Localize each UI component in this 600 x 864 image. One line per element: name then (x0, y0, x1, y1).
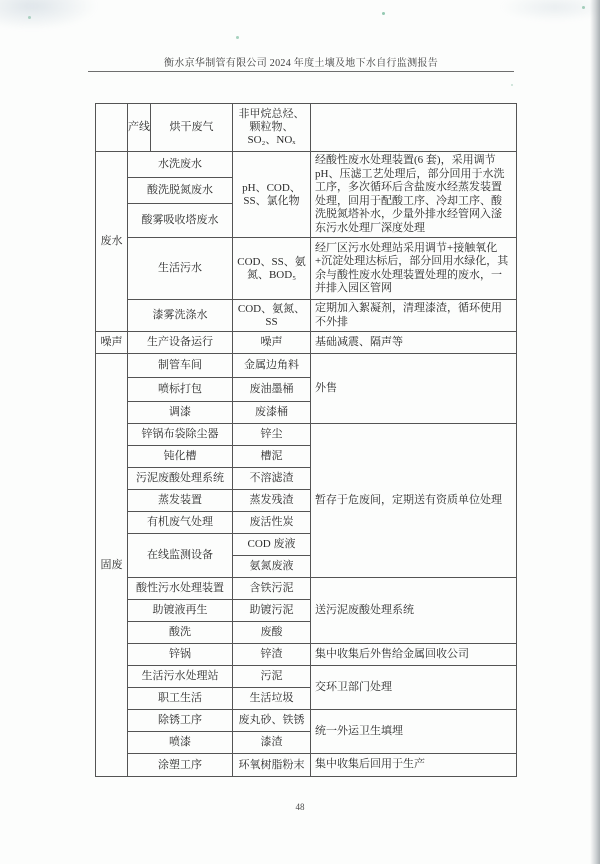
table-row (96, 300, 517, 332)
cell-remark: 定期加入絮凝剂，清理漆渣，循环使用不外排 (311, 300, 517, 332)
cell-source: 调漆 (128, 402, 233, 424)
table-row (96, 104, 517, 152)
cell-remark: 送污泥废酸处理系统 (311, 578, 517, 644)
cell-pollutant: 污泥 (233, 666, 311, 688)
cell-remark (311, 104, 517, 152)
cell-remark: 经酸性废水处理装置(6 套)，采用调节 pH、压滤工艺处理后，部分回用于水洗工序，多次循环后含盐废水经蒸发装置处理，回用于配酸工序、冷却工序、酸洗脱氮塔补水，少量外排水经管网入滏东污水处理厂深度处理 (311, 152, 517, 238)
cell-source: 在线监测设备 (128, 534, 233, 578)
cell-pollutant: 废活性炭 (233, 512, 311, 534)
cell-source: 喷标打包 (128, 378, 233, 402)
cell-source: 钝化槽 (128, 446, 233, 468)
cell-pollutant: COD、氨氮、SS (233, 300, 311, 332)
cell-production-line: 产线 (128, 104, 151, 152)
cell-remark: 统一外运卫生填埋 (311, 710, 517, 754)
cell-source: 职工生活 (128, 688, 233, 710)
category-wastewater: 废水 (96, 152, 128, 332)
cell-source: 喷漆 (128, 732, 233, 754)
table-row (96, 710, 517, 732)
cell-pollutant: 不溶滤渣 (233, 468, 311, 490)
report-header-title: 衡水京华制管有限公司 2024 年度土壤及地下水自行监测报告 (164, 58, 438, 69)
header-divider (88, 71, 514, 72)
cell-source: 酸洗脱氮废水 (128, 177, 233, 203)
cell-source: 烘干废气 (151, 104, 233, 152)
cell-pollutant: 锌渣 (233, 644, 311, 666)
cell-pollutant: 槽泥 (233, 446, 311, 468)
table-row (96, 152, 517, 178)
table-row (96, 754, 517, 777)
scan-noise-dot (582, 6, 585, 9)
cell-source: 生活污水 (128, 238, 233, 300)
cell-pollutant: 废酸 (233, 622, 311, 644)
cell-pollutant: 废油墨桶 (233, 378, 311, 402)
scan-edge-shadow (590, 0, 600, 864)
cell-pollutant: 氨氮废液 (233, 556, 311, 578)
cell-source: 漆雾洗涤水 (128, 300, 233, 332)
cell-pollutant: 环氧树脂粉末 (233, 754, 311, 777)
cell-remark: 经厂区污水处理站采用调节+接触氧化+沉淀处理达标后，部分回用水绿化，其余与酸性废水处理装置处理的废水，一并排入园区管网 (311, 238, 517, 300)
cell-pollutant: 蒸发残渣 (233, 490, 311, 512)
cell-remark: 外售 (311, 354, 517, 424)
cell-source: 锌锅布袋除尘器 (128, 424, 233, 446)
cell-pollutant: 废丸砂、铁锈 (233, 710, 311, 732)
cell-source: 生产设备运行 (128, 332, 233, 354)
cell-remark: 暂存于危废间，定期送有资质单位处理 (311, 424, 517, 578)
category-noise: 噪声 (96, 332, 128, 354)
category-cell-empty (96, 104, 128, 152)
cell-source: 酸洗 (128, 622, 233, 644)
cell-pollutant: 锌尘 (233, 424, 311, 446)
cell-source: 助镀液再生 (128, 600, 233, 622)
cell-pollutant: pH、COD、SS、氯化物 (233, 152, 311, 238)
cell-source: 制管车间 (128, 354, 233, 378)
table-row (96, 666, 517, 688)
cell-pollutant: 金属边角料 (233, 354, 311, 378)
scan-noise-dot (382, 12, 385, 15)
table-row (96, 332, 517, 354)
cell-remark: 交环卫部门处理 (311, 666, 517, 710)
cell-remark: 集中收集后回用于生产 (311, 754, 517, 777)
scan-noise-dot (236, 36, 239, 39)
cell-pollutant: 助镀污泥 (233, 600, 311, 622)
cell-pollutant: 非甲烷总烃、颗粒物、SO₂、NOₓ (233, 104, 311, 152)
cell-remark: 基础减震、隔声等 (311, 332, 517, 354)
cell-source: 污泥废酸处理系统 (128, 468, 233, 490)
table-row (96, 238, 517, 300)
cell-pollutant: 含铁污泥 (233, 578, 311, 600)
page-number: 48 (295, 802, 305, 812)
scan-noise-blob (500, 0, 600, 22)
cell-pollutant: COD 废液 (233, 534, 311, 556)
cell-pollutant: COD、SS、氨氮、BOD₅ (233, 238, 311, 300)
cell-source: 锌锅 (128, 644, 233, 666)
cell-source: 涂塑工序 (128, 754, 233, 777)
cell-source: 水洗废水 (128, 152, 233, 178)
cell-pollutant: 废漆桶 (233, 402, 311, 424)
cell-pollutant: 漆渣 (233, 732, 311, 754)
table-row (96, 354, 517, 378)
cell-source: 蒸发装置 (128, 490, 233, 512)
cell-pollutant: 生活垃圾 (233, 688, 311, 710)
cell-source: 生活污水处理站 (128, 666, 233, 688)
pollution-treatment-table (95, 103, 517, 777)
table-row (96, 424, 517, 446)
cell-source: 酸雾吸收塔废水 (128, 203, 233, 237)
scan-noise-dot (28, 16, 31, 19)
cell-source: 除锈工序 (128, 710, 233, 732)
scan-noise-blob (0, 0, 98, 30)
cell-source: 有机废气处理 (128, 512, 233, 534)
cell-source: 酸性污水处理装置 (128, 578, 233, 600)
category-solid-waste: 固废 (96, 354, 128, 777)
table-row (96, 578, 517, 600)
table-row (96, 644, 517, 666)
cell-remark: 集中收集后外售给金属回收公司 (311, 644, 517, 666)
cell-pollutant: 噪声 (233, 332, 311, 354)
scan-noise-dot (511, 84, 513, 86)
